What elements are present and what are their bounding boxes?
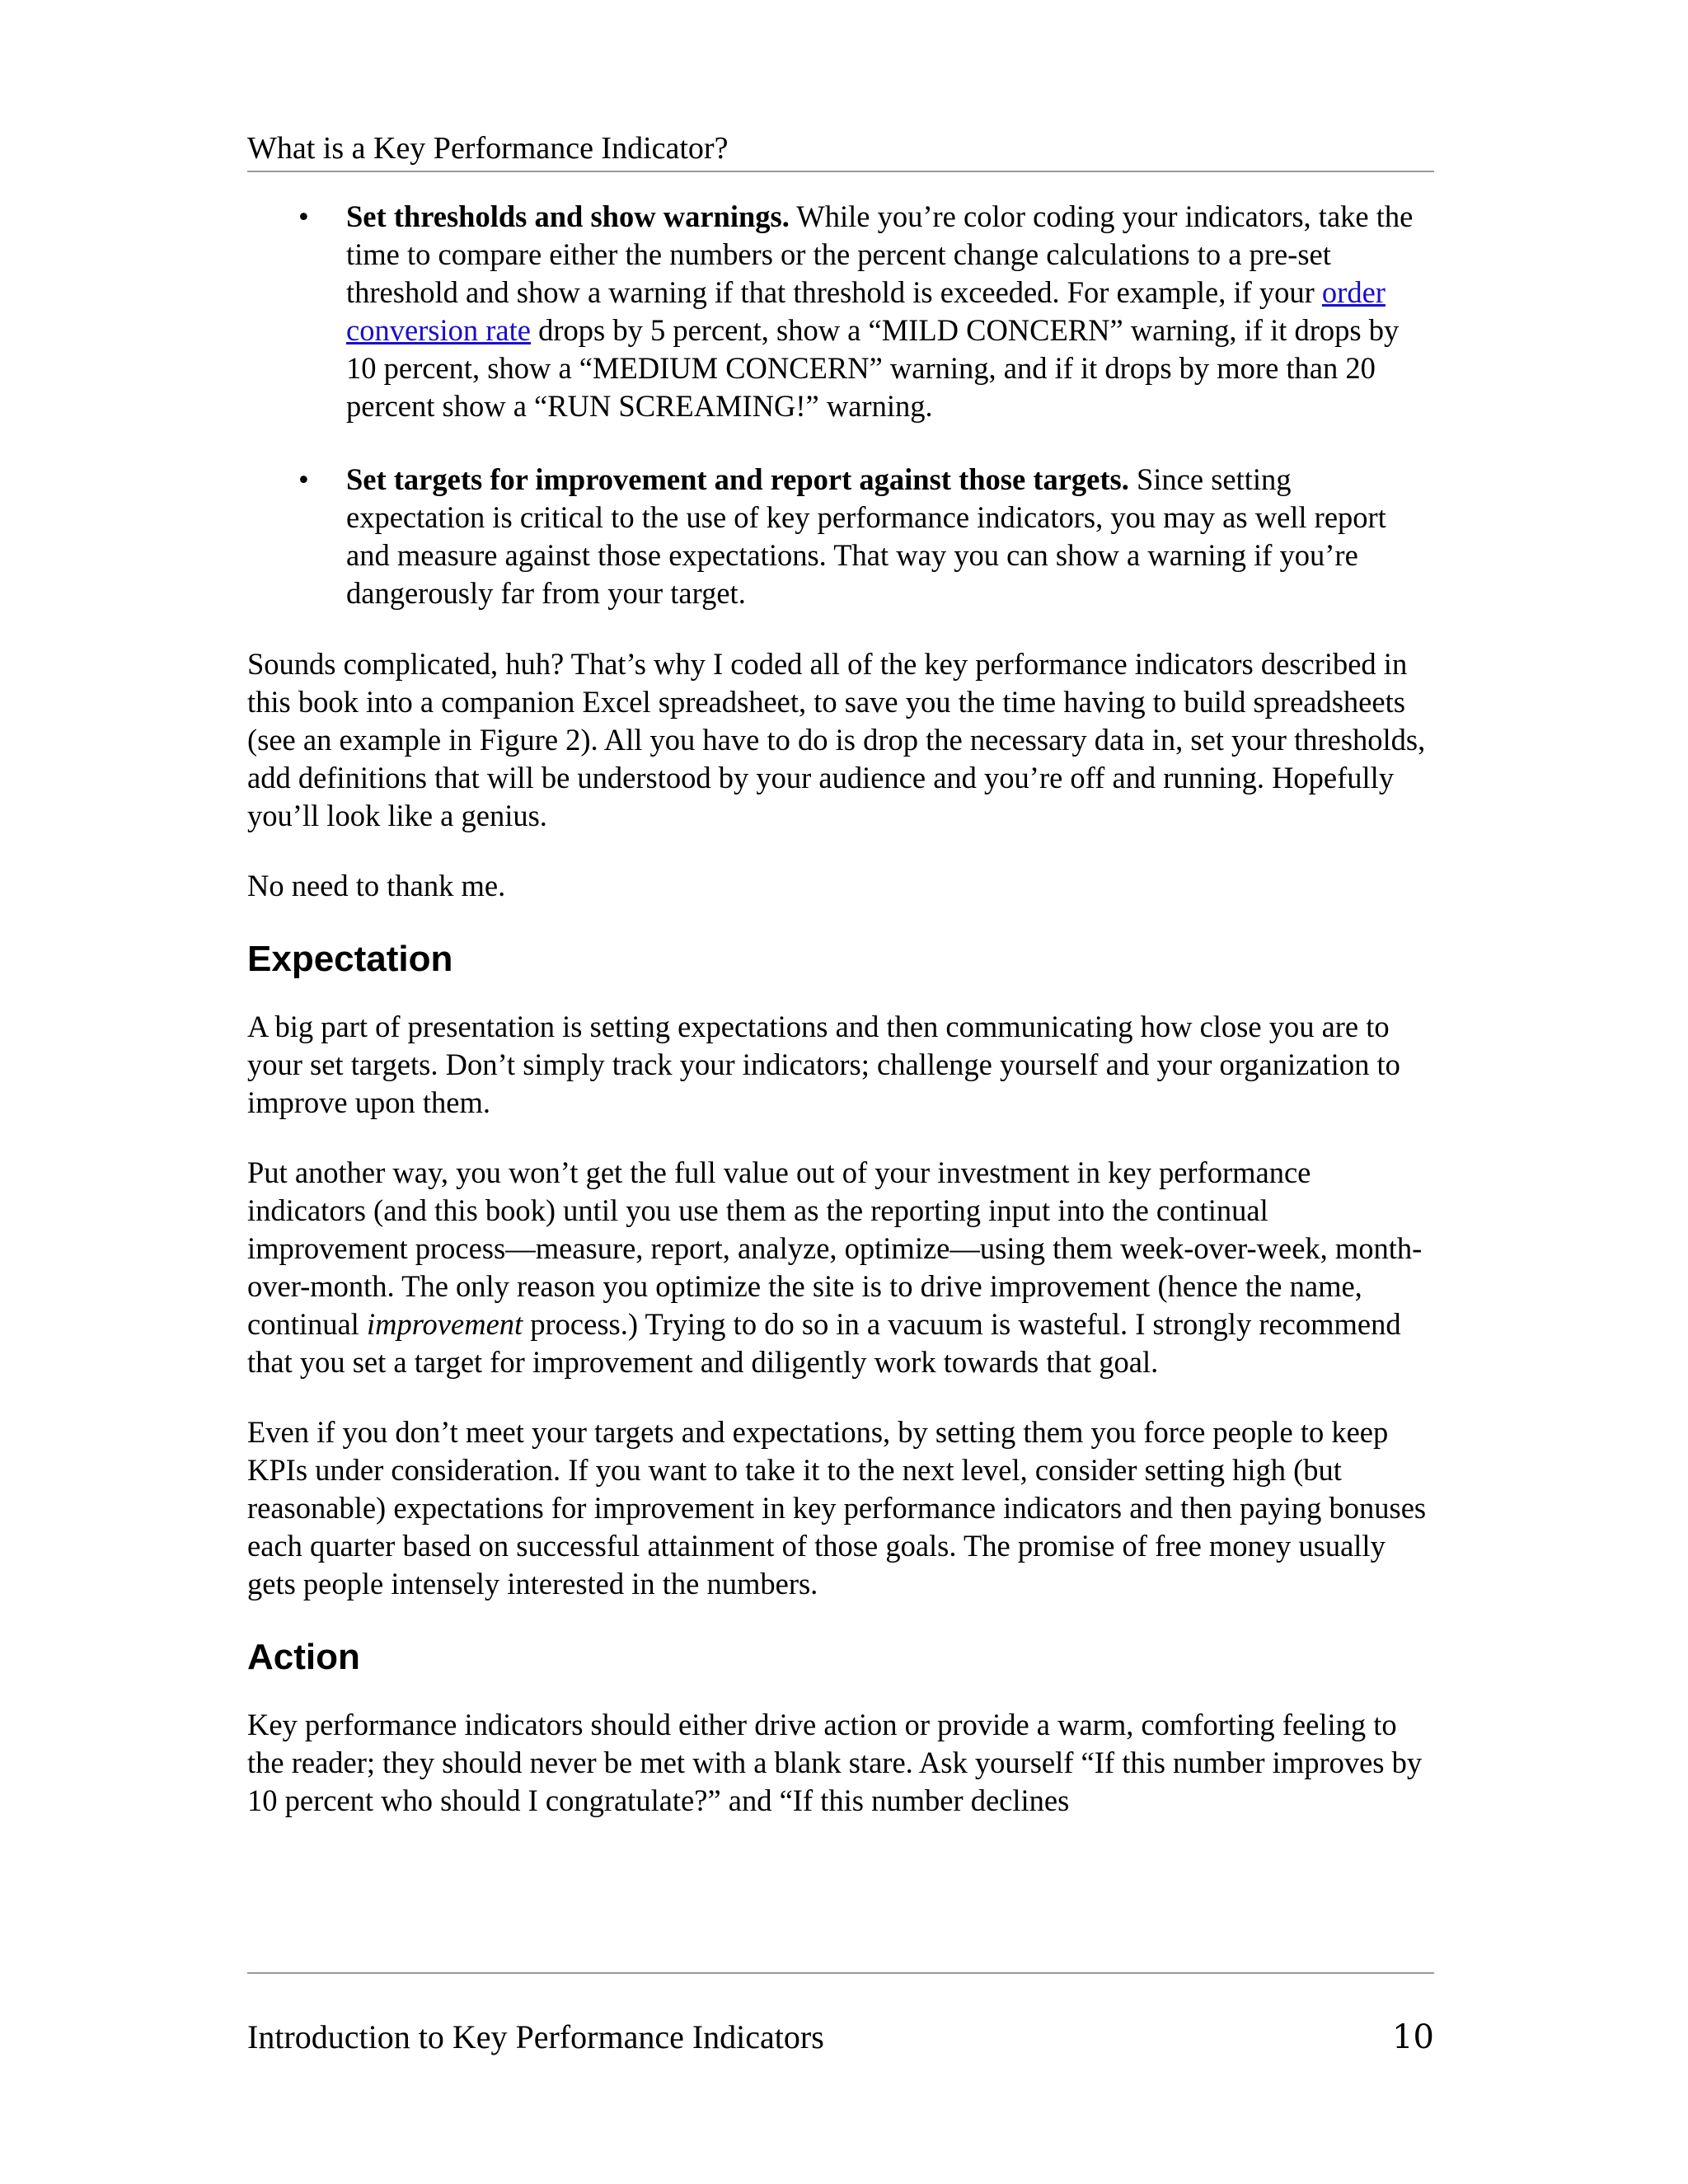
- bullet-text-continued: drops by 5 percent, show a “MILD CONCERN” warning, if it drops by 10 percent, show a “MEDIUM CONCERN” warning, and if it drops by more than 20 percent show a “RUN SCREAMING!” warning.: [346, 313, 1400, 423]
- footer-title: Introduction to Key Performance Indicators: [247, 2018, 824, 2055]
- bullet-heading: Set thresholds and show warnings.: [346, 199, 790, 233]
- bullet-text: Since setting expectation is critical to the use of key performance indicators, you may as well report and measure against those expectations. That way you can show a warning if you’re dangerously far from your target.: [346, 462, 1386, 610]
- italic-improvement: improvement: [366, 1307, 523, 1341]
- bullet-text: While you’re color coding your indicators, take the time to compare either the numbers or the percent change calculations to a pre-set threshold and show a warning if that threshold is exceeded. For example, if your: [346, 199, 1414, 309]
- bullet-dot-icon: •: [298, 199, 309, 233]
- running-header: What is a Key Performance Indicator?: [247, 128, 1434, 172]
- paragraph-expectation-3: Even if you don’t meet your targets and expectations, by setting them you force people to keep KPIs under consideration. If you want to take it to the next level, consider setting high (but reasonable) expectations for improvement in key performance indicators and then paying bonuses each quarter based on successful attainment of those goals. The promise of free money usually gets people intensely interested in the numbers.: [247, 1415, 1427, 1601]
- paragraph-no-need-to-thank: No need to thank me.: [247, 869, 506, 902]
- paragraph-expectation-1: A big part of presentation is setting expectations and then communicating how close you are to your set targets. Don’t simply track your indicators; challenge yourself and your organization to improve upon them.: [247, 1010, 1400, 1119]
- paragraph-text: Put another way, you won’t get the full value out of your investment in key performance indicators (and this book) until you use them as the reporting input into the continual improvement process—measure, report, analyze, optimize—using them week-over-week, month-over-month. The only reason you optimize the site is to drive improvement (hence the name, continual: [247, 1155, 1423, 1341]
- order-conversion-rate-link[interactable]: order conversion rate: [346, 275, 1386, 347]
- running-footer: [247, 2016, 1434, 2059]
- section-heading-action: Action: [247, 1637, 360, 1677]
- paragraph-text-continued: process.) Trying to do so in a vacuum is wasteful. I strongly recommend that you set a target for improvement and diligently work towards that goal.: [247, 1307, 1401, 1379]
- bullet-item-targets: [247, 461, 1434, 612]
- paragraph-companion-spreadsheet: Sounds complicated, huh? That’s why I coded all of the key performance indicators described in this book into a companion Excel spreadsheet, to save you the time having to build spreadsheets (see an example in Figure 2). All you have to do is drop the necessary data in, set your thresholds, add definitions that will be understood by your audience and you’re off and running. Hopefully you’ll look like a genius.: [247, 647, 1426, 832]
- section-heading-expectation: Expectation: [247, 939, 453, 979]
- bullet-heading: Set targets for improvement and report against those targets.: [346, 462, 1129, 496]
- paragraph-action-1: Key performance indicators should either drive action or provide a warm, comforting feeling to the reader; they should never be met with a blank stare. Ask yourself “If this number improves by 10 percent who should I congratulate?” and “If this number declines: [247, 1708, 1423, 1817]
- page-content: [247, 198, 1434, 1852]
- paragraph-expectation-2: [247, 1154, 1434, 1381]
- page-number: 10: [1392, 2018, 1434, 2056]
- bullet-list: [247, 198, 1434, 612]
- document-page: [247, 0, 1434, 2184]
- bullet-item-thresholds: [247, 198, 1434, 425]
- footer-divider: [247, 1972, 1434, 1974]
- bullet-dot-icon: •: [298, 462, 309, 496]
